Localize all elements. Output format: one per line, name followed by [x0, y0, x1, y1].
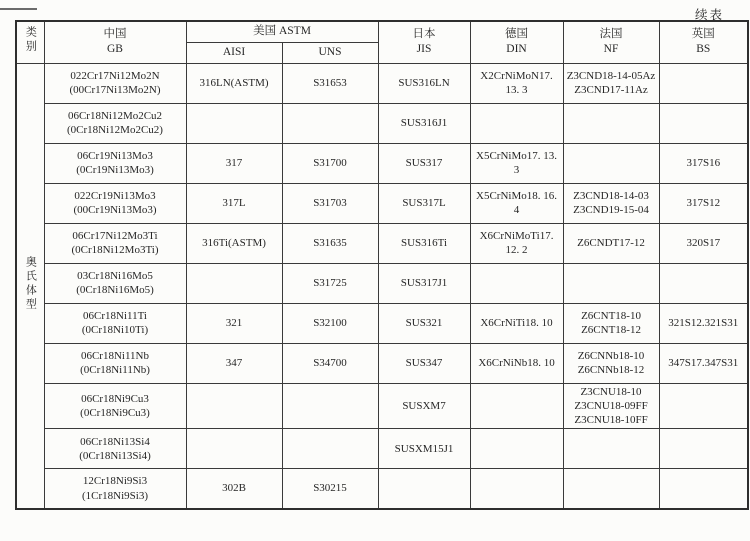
- col-header-france-standard: NF: [603, 43, 619, 56]
- gb-old-designation: (0Cr18Ni9Cu3): [80, 406, 150, 419]
- col-header-china-standard: GB: [107, 43, 123, 56]
- col-header-france-nf: [563, 21, 659, 63]
- cell-aisi: 316Ti(ASTM): [186, 223, 282, 263]
- cell-gb: [44, 103, 186, 143]
- gb-new-designation: 06Cr17Ni12Mo3Ti: [72, 229, 158, 242]
- cell-jis: [378, 469, 470, 509]
- gb-old-designation: (0Cr19Ni13Mo3): [76, 164, 154, 176]
- cell-nf: [563, 429, 659, 469]
- col-header-japan-jis: [378, 21, 470, 63]
- cell-jis: SUS316Ti: [378, 223, 470, 263]
- cell-nf: [563, 383, 659, 429]
- nf-line: Z3CNU18-10: [580, 385, 642, 398]
- cell-uns: S30215: [282, 469, 378, 509]
- cell-uns: S31700: [282, 143, 378, 183]
- cell-din: X6CrNiNb18. 10: [470, 343, 563, 383]
- cell-aisi: 302B: [186, 469, 282, 509]
- cell-din: [470, 103, 563, 143]
- cell-jis: SUS321: [378, 303, 470, 343]
- cell-uns: S34700: [282, 343, 378, 383]
- gb-new-designation: 06Cr18Ni11Nb: [80, 349, 150, 362]
- cell-jis: SUS316LN: [378, 63, 470, 103]
- cell-nf: [563, 63, 659, 103]
- table-row: [16, 143, 748, 183]
- cell-bs: [659, 429, 748, 469]
- col-header-china-gb: [44, 21, 186, 63]
- nf-line: Z3CNU18-09FF: [574, 399, 648, 412]
- table-row: [16, 469, 748, 509]
- cell-jis: SUSXM7: [378, 383, 470, 429]
- gb-new-designation: 06Cr18Ni13Si4: [80, 435, 150, 448]
- table-row: [16, 303, 748, 343]
- col-header-china-country: 中国: [103, 28, 127, 41]
- cell-din: [470, 263, 563, 303]
- table-row: [16, 183, 748, 223]
- cell-jis: SUS316J1: [378, 103, 470, 143]
- col-header-germany-din: [470, 21, 563, 63]
- cell-uns: S32100: [282, 303, 378, 343]
- cell-aisi: 317L: [186, 183, 282, 223]
- category-label: 奥氏体型: [24, 255, 37, 312]
- cell-aisi: 317: [186, 143, 282, 183]
- gb-old-designation: (0Cr18Ni12Mo3Ti): [71, 244, 159, 256]
- gb-old-designation: (1Cr18Ni9Si3): [82, 489, 148, 502]
- col-header-category: [16, 21, 44, 63]
- cell-aisi: [186, 429, 282, 469]
- cell-nf: [563, 103, 659, 143]
- cell-nf: [563, 183, 659, 223]
- col-header-uk-standard: BS: [696, 43, 711, 56]
- col-header-aisi: AISI: [186, 42, 282, 63]
- cell-bs: 320S17: [659, 223, 748, 263]
- col-header-france-country: 法国: [599, 28, 623, 41]
- cell-gb: [44, 263, 186, 303]
- table-row: [16, 343, 748, 383]
- cell-din: X6CrNiMoTi17. 12. 2: [470, 223, 563, 263]
- cell-jis: SUS347: [378, 343, 470, 383]
- nf-line: Z3CND18-14-03: [573, 189, 649, 202]
- nf-line: Z6CNT18-10: [581, 309, 641, 322]
- nf-line: Z6CNDT17-12: [577, 236, 645, 249]
- table-row: [16, 429, 748, 469]
- gb-old-designation: (00Cr19Ni13Mo3): [73, 204, 157, 216]
- col-header-usa-astm: 美国 ASTM: [186, 21, 378, 42]
- col-header-category-label: 类别: [24, 25, 37, 54]
- gb-new-designation: 12Cr18Ni9Si3: [82, 475, 148, 488]
- cell-bs: 347S17.347S31: [659, 343, 748, 383]
- gb-new-designation: 022Cr17Ni12Mo2N: [70, 69, 160, 82]
- cell-bs: [659, 383, 748, 429]
- cell-jis: SUS317J1: [378, 263, 470, 303]
- cell-uns: [282, 383, 378, 429]
- cell-uns: S31635: [282, 223, 378, 263]
- cell-uns: [282, 429, 378, 469]
- cell-gb: [44, 143, 186, 183]
- cell-nf: [563, 303, 659, 343]
- cell-nf: [563, 223, 659, 263]
- cell-din: X5CrNiMo18. 16. 4: [470, 183, 563, 223]
- gb-new-designation: 06Cr18Ni9Cu3: [81, 392, 149, 405]
- col-header-japan-country: 日本: [412, 28, 436, 41]
- nf-line: Z6CNNb18-10: [577, 349, 645, 362]
- cell-jis: SUS317L: [378, 183, 470, 223]
- cell-gb: [44, 469, 186, 509]
- nf-line: Z3CND17-11Az: [574, 84, 648, 96]
- table-row: [16, 103, 748, 143]
- cell-nf: [563, 143, 659, 183]
- nf-line: Z3CNU18-10FF: [574, 414, 648, 427]
- cell-bs: 321S12.321S31: [659, 303, 748, 343]
- cell-uns: S31653: [282, 63, 378, 103]
- cell-din: [470, 429, 563, 469]
- cell-aisi: [186, 263, 282, 303]
- gb-old-designation: (0Cr18Ni12Mo2Cu2): [67, 124, 163, 136]
- cell-din: X6CrNiTi18. 10: [470, 303, 563, 343]
- col-header-japan-standard: JIS: [416, 43, 432, 56]
- steel-standards-table: [15, 20, 749, 510]
- nf-line: Z3CND18-14-05Az: [566, 69, 656, 82]
- cell-gb: [44, 383, 186, 429]
- cell-nf: [563, 263, 659, 303]
- cell-gb: [44, 303, 186, 343]
- table-row: [16, 63, 748, 103]
- gb-old-designation: (0Cr18Ni10Ti): [81, 324, 149, 336]
- cell-aisi: 321: [186, 303, 282, 343]
- gb-new-designation: 06Cr19Ni13Mo3: [77, 149, 153, 162]
- gb-new-designation: 03Cr18Ni16Mo5: [77, 269, 153, 282]
- cell-gb: [44, 429, 186, 469]
- cell-gb: [44, 343, 186, 383]
- cell-bs: [659, 469, 748, 509]
- cell-din: [470, 383, 563, 429]
- col-header-uns: UNS: [282, 42, 378, 63]
- header-row-top: [16, 21, 748, 42]
- cell-uns: S31725: [282, 263, 378, 303]
- cell-nf: [563, 469, 659, 509]
- table-row: [16, 223, 748, 263]
- gb-old-designation: (0Cr18Ni13Si4): [79, 449, 151, 462]
- cell-nf: [563, 343, 659, 383]
- nf-line: Z6CNNb18-12: [577, 364, 645, 376]
- cell-jis: SUS317: [378, 143, 470, 183]
- gb-old-designation: (0Cr18Ni11Nb): [80, 364, 150, 376]
- cell-aisi: [186, 103, 282, 143]
- cell-din: X5CrNiMo17. 13. 3: [470, 143, 563, 183]
- gb-new-designation: 06Cr18Ni11Ti: [83, 309, 147, 322]
- cell-din: [470, 469, 563, 509]
- gb-new-designation: 022Cr19Ni13Mo3: [74, 189, 156, 202]
- nf-line: Z6CNT18-12: [581, 324, 641, 336]
- col-header-uk-country: 英国: [691, 28, 715, 41]
- cell-jis: SUSXM15J1: [378, 429, 470, 469]
- cell-aisi: 316LN(ASTM): [186, 63, 282, 103]
- gb-old-designation: (00Cr17Ni13Mo2N): [69, 84, 161, 96]
- cell-uns: S31703: [282, 183, 378, 223]
- table-row: [16, 263, 748, 303]
- table-row: [16, 383, 748, 429]
- cell-uns: [282, 103, 378, 143]
- gb-new-designation: 06Cr18Ni12Mo2Cu2: [67, 109, 163, 122]
- scan-artifact-line: [0, 8, 37, 10]
- cell-aisi: [186, 383, 282, 429]
- col-header-germany-standard: DIN: [506, 43, 527, 56]
- cell-aisi: 347: [186, 343, 282, 383]
- gb-old-designation: (0Cr18Ni16Mo5): [76, 284, 154, 296]
- nf-line: Z3CND19-15-04: [573, 204, 649, 216]
- cell-bs: 317S16: [659, 143, 748, 183]
- cell-bs: [659, 263, 748, 303]
- col-header-uk-bs: [659, 21, 748, 63]
- cell-gb: [44, 223, 186, 263]
- cell-bs: [659, 63, 748, 103]
- cell-bs: [659, 103, 748, 143]
- category-cell: [16, 63, 44, 509]
- cell-gb: [44, 63, 186, 103]
- cell-gb: [44, 183, 186, 223]
- col-header-germany-country: 德国: [505, 28, 529, 41]
- cell-din: X2CrNiMoN17. 13. 3: [470, 63, 563, 103]
- continued-table-label: 续表: [694, 8, 724, 22]
- cell-bs: 317S12: [659, 183, 748, 223]
